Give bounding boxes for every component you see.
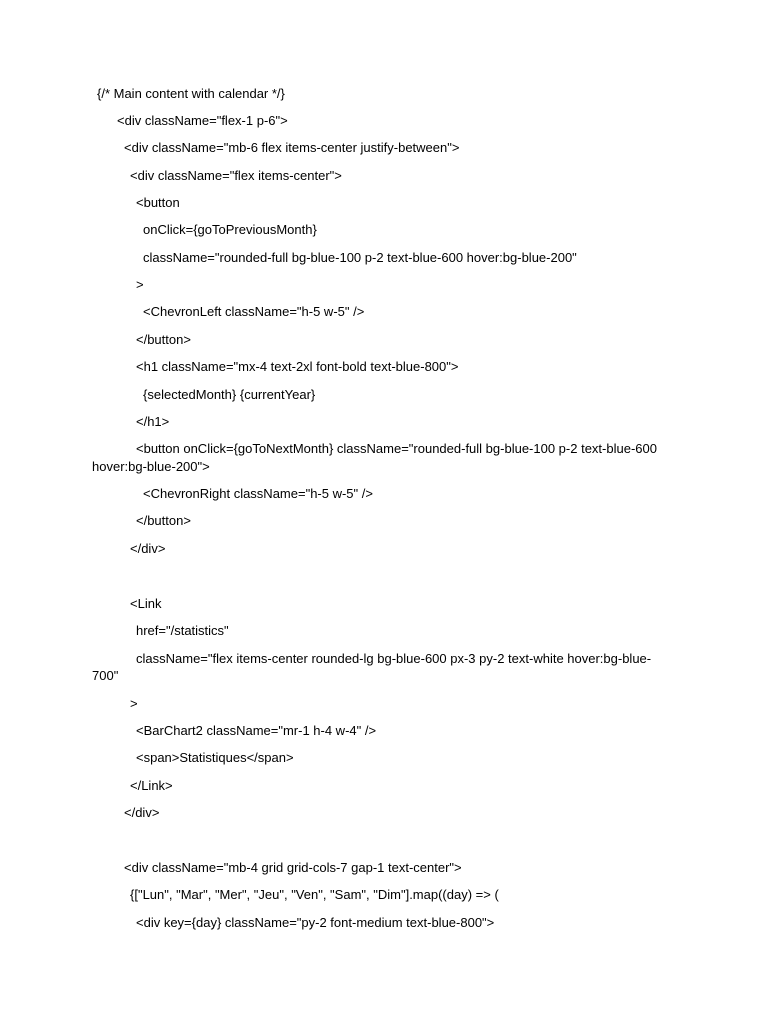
code-line-5: <button xyxy=(136,195,180,210)
code-line-14-cont: hover:bg-blue-200"> xyxy=(92,459,210,474)
code-line-1: {/* Main content with calendar */} xyxy=(97,86,285,101)
code-line-2: <div className="flex-1 p-6"> xyxy=(117,113,288,128)
code-line-24: </Link> xyxy=(130,778,173,793)
code-line-15: <ChevronRight className="h-5 w-5" /> xyxy=(143,486,373,501)
code-line-26: <div className="mb-4 grid grid-cols-7 gap-1 text-center"> xyxy=(124,860,462,875)
code-line-20-cont: 700" xyxy=(92,668,119,683)
code-line-28: <div key={day} className="py-2 font-medium text-blue-800"> xyxy=(136,915,495,930)
code-line-25: </div> xyxy=(124,805,160,820)
code-line-3: <div className="mb-6 flex items-center justify-between"> xyxy=(124,140,460,155)
code-line-14: <button onClick={goToNextMonth} className="rounded-full bg-blue-100 p-2 text-blue-600 xyxy=(136,441,657,456)
code-line-20: className="flex items-center rounded-lg bg-blue-600 px-3 py-2 text-white hover:bg-blue- xyxy=(136,651,652,666)
code-line-23: <span>Statistiques</span> xyxy=(136,750,294,765)
code-line-19: href="/statistics" xyxy=(136,623,229,638)
code-line-11: <h1 className="mx-4 text-2xl font-bold text-blue-800"> xyxy=(136,359,459,374)
code-line-12: {selectedMonth} {currentYear} xyxy=(143,387,316,402)
code-line-10: </button> xyxy=(136,332,191,347)
code-line-8: > xyxy=(136,277,144,292)
code-line-16: </button> xyxy=(136,513,191,528)
code-line-7: className="rounded-full bg-blue-100 p-2 text-blue-600 hover:bg-blue-200" xyxy=(143,250,577,265)
code-line-21: > xyxy=(130,696,138,711)
code-line-18: <Link xyxy=(130,596,162,611)
code-line-6: onClick={goToPreviousMonth} xyxy=(143,222,317,237)
code-line-4: <div className="flex items-center"> xyxy=(130,168,342,183)
code-line-22: <BarChart2 className="mr-1 h-4 w-4" /> xyxy=(136,723,377,738)
code-line-27: {["Lun", "Mar", "Mer", "Jeu", "Ven", "Sam", "Dim"].map((day) => ( xyxy=(130,887,499,902)
code-line-13: </h1> xyxy=(136,414,170,429)
code-line-17: </div> xyxy=(130,541,166,556)
code-line-9: <ChevronLeft className="h-5 w-5" /> xyxy=(143,304,365,319)
